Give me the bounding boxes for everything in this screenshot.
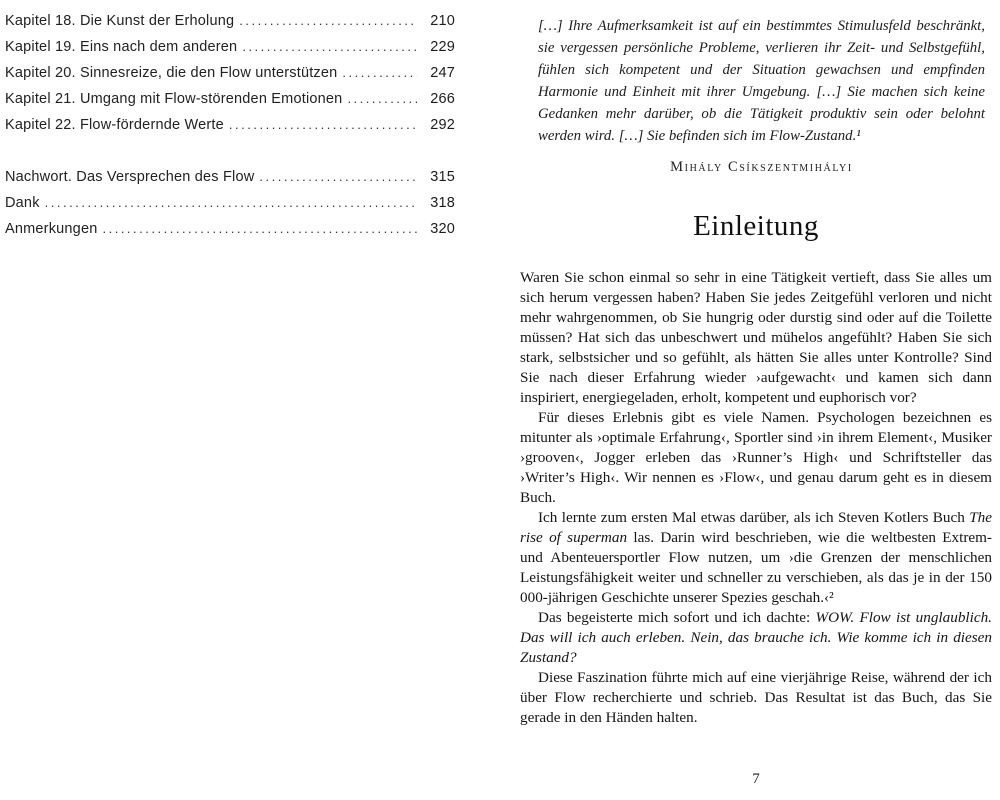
paragraph: Waren Sie schon einmal so sehr in eine Tätigkeit vertieft, dass Sie alles um sich herum vergessen haben? Haben Sie jedes Zeitgefühl verloren und nicht mehr wahrgenommen, ob Sie hungrig oder durstig sind oder auf die Toilette müssen? Hat sich das unbeschwert und mühelos angefühlt? Haben Sie sich stark, selbstsicher und so gefühlt, als hätten Sie alles unter Kontrolle? Sind Sie nach dieser Erfahrung wieder ›aufgewacht‹ und kamen sich dann inspiriert, energiegeladen, erholt, kompetent und euphorisch vor? — [520, 269, 992, 406]
toc-entry — [5, 13, 455, 39]
page-number: 7 — [752, 771, 760, 787]
toc-entry-page: 210 — [430, 13, 455, 29]
body-text — [520, 268, 992, 728]
toc-entry-label: Anmerkungen — [5, 221, 98, 237]
toc-entry — [5, 195, 455, 221]
paragraph — [520, 608, 992, 668]
inner-thought-italic: WOW. Flow ist unglaublich. Das will ich auch erleben. Nein, das brauche ich. Wie komme ich in diesen Zustand? — [520, 609, 992, 666]
toc-entry-page: 320 — [430, 221, 455, 237]
toc-page — [0, 0, 455, 800]
epigraph-attribution: Mihály Csíkszentmihályi — [670, 159, 853, 175]
toc-entry-label: Kapitel 18. Die Kunst der Erholung — [5, 13, 235, 29]
dot-leader — [347, 91, 417, 107]
toc-entry — [5, 169, 455, 195]
toc-entry — [5, 221, 455, 247]
toc-entry-page: 318 — [430, 195, 455, 211]
toc-entry-page: 266 — [430, 91, 455, 107]
toc-entry-label: Nachwort. Das Versprechen des Flow — [5, 169, 255, 185]
chapter-heading: Einleitung — [693, 210, 819, 242]
book-title-italic: The rise of superman — [520, 509, 992, 546]
toc-entry-label: Kapitel 20. Sinnesreize, die den Flow unterstützen — [5, 65, 338, 81]
epigraph — [538, 15, 985, 178]
toc-entry-label: Dank — [5, 195, 40, 211]
dot-leader — [259, 169, 417, 185]
dot-leader — [229, 117, 417, 133]
toc-entry-page: 292 — [430, 117, 455, 133]
dot-leader — [102, 221, 417, 237]
toc-chapter-list — [5, 13, 455, 143]
toc-entry-label: Kapitel 22. Flow-fördernde Werte — [5, 117, 224, 133]
epigraph-text: […] Ihre Aufmerksamkeit ist auf ein bestimmtes Stimulusfeld beschränkt, sie vergessen persönliche Probleme, verlieren ihr Zeit- und Selbstgefühl, fühlen sich kompetent und der Situation gewachsen und empfinden Harmonie und Einheit mit ihrer Umgebung. […] Sie machen sich keine Gedanken mehr darüber, ob die Tätigkeit produktiv sein oder belohnt werden wird. […] Sie befinden sich im Flow-Zustand.¹ — [538, 18, 985, 144]
toc-entry-label: Kapitel 19. Eins nach dem anderen — [5, 39, 238, 55]
paragraph: Für dieses Erlebnis gibt es viele Namen. Psychologen bezeichnen es mitunter als ›optimale Erfahrung‹, Sportler sind ›in ihrem Element‹, Musiker ›grooven‹, Jogger erleben das ›Runner’s High‹ und Schriftsteller das ›Writer’s High‹. Wir nennen es ›Flow‹, und genau darum geht es in diesem Buch. — [520, 409, 992, 506]
toc-entry — [5, 65, 455, 91]
paragraph — [520, 508, 992, 608]
content-page — [455, 0, 1000, 800]
toc-entry — [5, 91, 455, 117]
toc-backmatter-list — [5, 169, 455, 247]
dot-leader — [239, 13, 417, 29]
dot-leader — [45, 195, 417, 211]
toc-entry-page: 229 — [430, 39, 455, 55]
toc-entry-page: 247 — [430, 65, 455, 81]
paragraph: Diese Faszination führte mich auf eine vierjährige Reise, während der ich über Flow recherchierte und schrieb. Das Resultat ist das Buch, das Sie gerade in den Händen halten. — [520, 669, 992, 726]
toc-entry — [5, 39, 455, 65]
paragraph-text: Das begeisterte mich sofort und ich dachte: — [538, 609, 816, 626]
toc-entry — [5, 117, 455, 143]
paragraph-text: las. Darin wird beschrieben, wie die weltbesten Extrem- und Abenteuersportler Flow nutzen, um ›die Grenzen der menschlichen Leistungsfähigkeit weiter und schneller zu verschieben, als das je in der 150 000-jährigen Geschichte unserer Spezies geschah.‹² — [520, 529, 992, 606]
toc-entry-label: Kapitel 21. Umgang mit Flow-störenden Emotionen — [5, 91, 343, 107]
dot-leader — [242, 39, 417, 55]
paragraph-text: Ich lernte zum ersten Mal etwas darüber, als ich Steven Kotlers Buch — [538, 509, 970, 526]
toc-entry-page: 315 — [430, 169, 455, 185]
dot-leader — [342, 65, 417, 81]
